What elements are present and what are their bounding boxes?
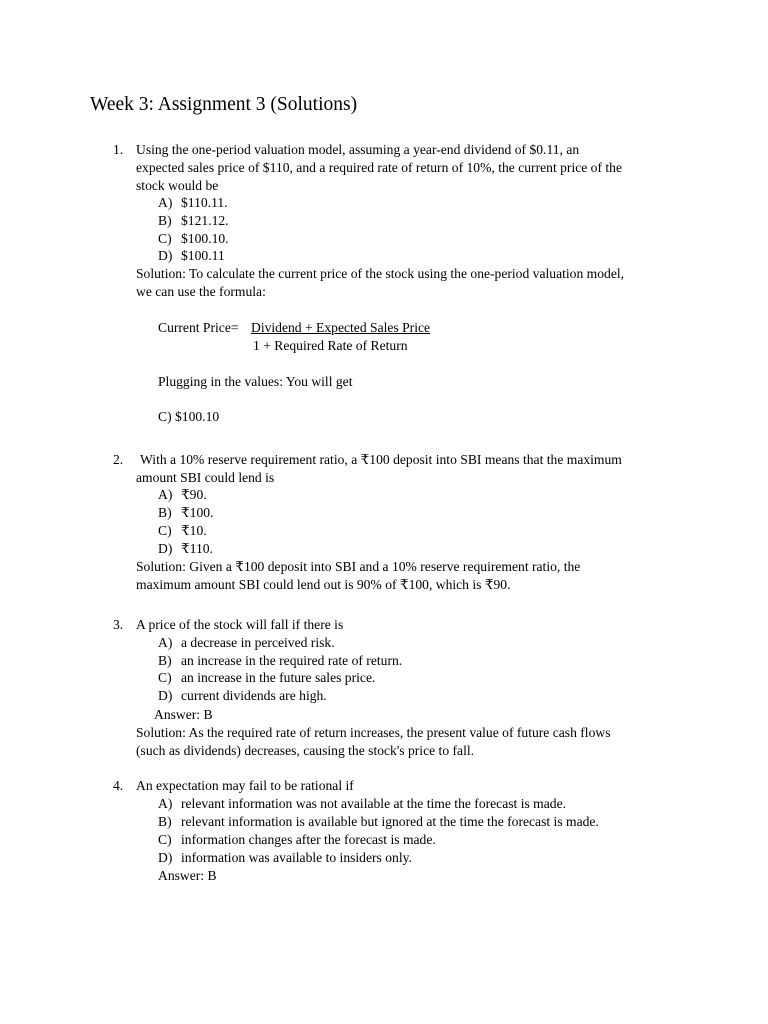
page-title: Week 3: Assignment 3 (Solutions) <box>90 94 358 115</box>
option-label: B) <box>158 814 172 829</box>
answer: Answer: B <box>154 707 213 722</box>
option-label: C) <box>158 832 172 847</box>
option-text: ₹90. <box>181 487 207 502</box>
option-text: ₹100. <box>181 505 214 520</box>
question-text-line: Using the one-period valuation model, assuming a year-end dividend of $0.11, an <box>136 142 580 157</box>
solution-line: maximum amount SBI could lend out is 90% of ₹100, which is ₹90. <box>136 577 511 592</box>
question-text-line: amount SBI could lend is <box>136 470 275 485</box>
question-text-line: A price of the stock will fall if there is <box>136 617 344 632</box>
option-text: an increase in the required rate of return. <box>181 653 403 668</box>
question-text-line: An expectation may fail to be rational if <box>136 778 354 793</box>
option-text: ₹110. <box>181 541 213 556</box>
option-text: $100.11 <box>181 248 225 263</box>
option-text: an increase in the future sales price. <box>181 670 376 685</box>
solution-line: Solution: To calculate the current price of the stock using the one-period valuation model, <box>136 266 625 281</box>
option-label: D) <box>158 688 173 703</box>
option-label: B) <box>158 505 172 520</box>
solution-line: we can use the formula: <box>136 284 266 299</box>
option-text: information changes after the forecast is made. <box>181 832 436 847</box>
option-label: C) <box>158 231 172 246</box>
formula-numerator: Dividend + Expected Sales Price <box>251 320 431 335</box>
question-text-line: expected sales price of $110, and a required rate of return of 10%, the current price of the <box>136 160 623 175</box>
option-label: A) <box>158 796 173 811</box>
option-label: C) <box>158 670 172 685</box>
option-text: $100.10. <box>181 231 229 246</box>
question-text-line: With a 10% reserve requirement ratio, a ₹100 deposit into SBI means that the maximum <box>140 452 622 467</box>
question-number: 4. <box>113 778 124 793</box>
option-text: a decrease in perceived risk. <box>181 635 335 650</box>
option-text: current dividends are high. <box>181 688 327 703</box>
option-label: B) <box>158 653 172 668</box>
question-number: 3. <box>113 617 124 632</box>
formula-denominator: 1 + Required Rate of Return <box>253 338 408 353</box>
solution-line: Solution: Given a ₹100 deposit into SBI and a 10% reserve requirement ratio, the <box>136 559 581 574</box>
option-text: $110.11. <box>181 195 228 210</box>
question-text-line: stock would be <box>136 178 219 193</box>
option-label: A) <box>158 195 173 210</box>
question-number: 1. <box>113 142 124 157</box>
plugging-text: Plugging in the values: You will get <box>158 374 353 389</box>
solution-line: Solution: As the required rate of return increases, the present value of future cash flows <box>136 725 611 740</box>
option-label: A) <box>158 487 173 502</box>
solution-line: (such as dividends) decreases, causing the stock's price to fall. <box>136 743 475 758</box>
option-text: ₹10. <box>181 523 207 538</box>
option-text: relevant information was not available at the time the forecast is made. <box>181 796 567 811</box>
option-label: D) <box>158 541 173 556</box>
option-label: D) <box>158 248 173 263</box>
option-label: C) <box>158 523 172 538</box>
option-text: relevant information is available but ignored at the time the forecast is made. <box>181 814 599 829</box>
formula-prefix: Current Price= <box>158 320 239 335</box>
question-number: 2. <box>113 452 124 467</box>
option-label: D) <box>158 850 173 865</box>
option-label: A) <box>158 635 173 650</box>
option-text: information was available to insiders only. <box>181 850 412 865</box>
option-text: $121.12. <box>181 213 229 228</box>
option-label: B) <box>158 213 172 228</box>
answer: C) $100.10 <box>158 409 220 424</box>
answer: Answer: B <box>158 868 217 883</box>
